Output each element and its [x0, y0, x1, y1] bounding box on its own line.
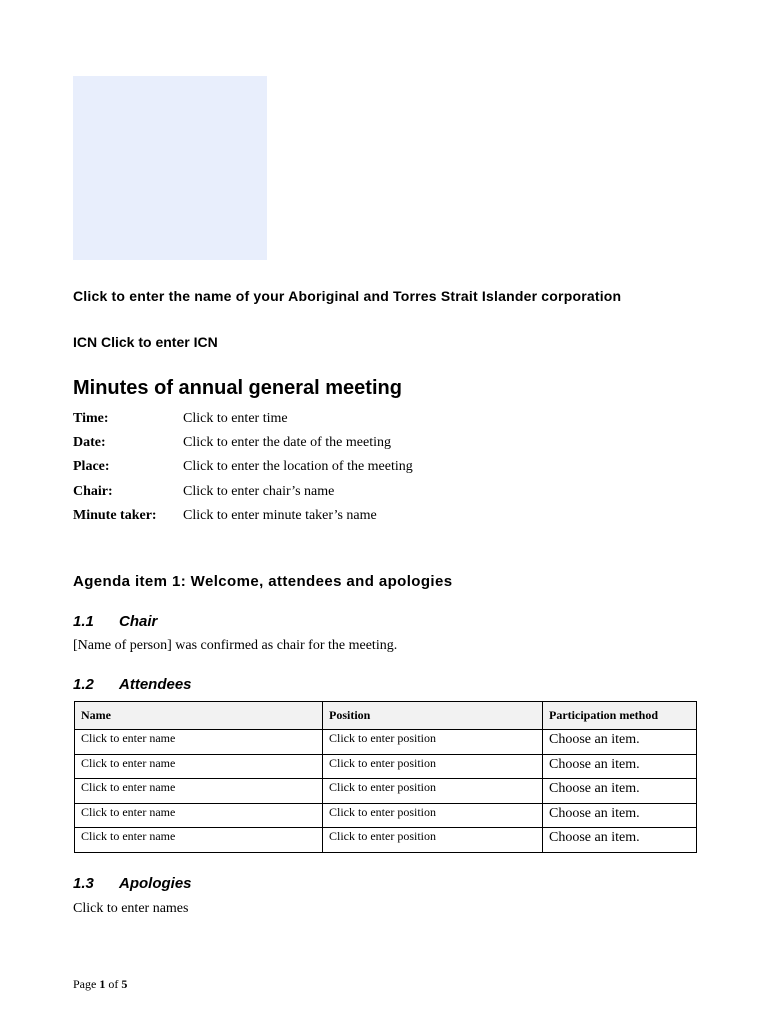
- column-header-participation-method: Participation method: [543, 702, 697, 730]
- corporation-name-field[interactable]: Click to enter the name of your Aboriginal and Torres Strait Islander corporation: [73, 288, 622, 304]
- icn-field[interactable]: ICN Click to enter ICN: [73, 334, 218, 350]
- attendee-position-field[interactable]: Click to enter position: [323, 803, 543, 828]
- participation-method-dropdown[interactable]: Choose an item.: [543, 730, 697, 755]
- chair-confirmation-text[interactable]: [Name of person] was confirmed as chair for the meeting.: [73, 638, 398, 653]
- total-page-count: 5: [121, 977, 128, 991]
- attendee-position-field[interactable]: Click to enter position: [323, 828, 543, 853]
- minute-taker-field[interactable]: Click to enter minute taker’s name: [183, 507, 377, 523]
- participation-method-dropdown[interactable]: Choose an item.: [543, 754, 697, 779]
- attendee-name-field[interactable]: Click to enter name: [75, 779, 323, 804]
- section-title: Chair: [119, 613, 158, 630]
- column-header-name: Name: [75, 702, 323, 730]
- time-field[interactable]: Click to enter time: [183, 411, 288, 426]
- detail-label: Date:: [73, 435, 106, 451]
- table-row: [75, 754, 697, 779]
- section-number: 1.2: [73, 676, 94, 693]
- agenda-item-heading: Agenda item 1: Welcome, attendees and apologies: [73, 573, 453, 590]
- attendee-name-field[interactable]: Click to enter name: [75, 730, 323, 755]
- logo-placeholder[interactable]: [73, 76, 267, 260]
- date-field[interactable]: Click to enter the date of the meeting: [183, 435, 391, 451]
- current-page-number: 1: [99, 977, 106, 991]
- section-number: 1.3: [73, 875, 94, 892]
- detail-label: Place:: [73, 459, 110, 475]
- table-row: [75, 779, 697, 804]
- attendee-name-field[interactable]: Click to enter name: [75, 754, 323, 779]
- section-number: 1.1: [73, 613, 94, 630]
- table-header-row: [75, 702, 697, 730]
- section-heading-attendees: [73, 676, 192, 693]
- apologies-names-field[interactable]: Click to enter names: [73, 901, 189, 916]
- table-row: [75, 803, 697, 828]
- attendee-name-field[interactable]: Click to enter name: [75, 828, 323, 853]
- attendee-position-field[interactable]: Click to enter position: [323, 754, 543, 779]
- section-title: Attendees: [119, 676, 192, 693]
- attendees-table: [74, 701, 697, 853]
- section-heading-apologies: [73, 875, 192, 892]
- table-row: [75, 730, 697, 755]
- column-header-position: Position: [323, 702, 543, 730]
- participation-method-dropdown[interactable]: Choose an item.: [543, 803, 697, 828]
- of-word: of: [108, 977, 119, 991]
- place-field[interactable]: Click to enter the location of the meeting: [183, 459, 413, 475]
- participation-method-dropdown[interactable]: Choose an item.: [543, 828, 697, 853]
- attendee-position-field[interactable]: Click to enter position: [323, 730, 543, 755]
- section-title: Apologies: [119, 875, 192, 892]
- page-word: Page: [73, 977, 97, 991]
- detail-label: Minute taker:: [73, 507, 157, 523]
- detail-label: Chair:: [73, 483, 113, 499]
- section-heading-chair: [73, 613, 157, 630]
- attendee-position-field[interactable]: Click to enter position: [323, 779, 543, 804]
- attendee-name-field[interactable]: Click to enter name: [75, 803, 323, 828]
- page-number-footer: [73, 977, 127, 992]
- participation-method-dropdown[interactable]: Choose an item.: [543, 779, 697, 804]
- chair-field[interactable]: Click to enter chair’s name: [183, 483, 335, 499]
- detail-label: Time:: [73, 411, 109, 426]
- table-row: [75, 828, 697, 853]
- page-title: Minutes of annual general meeting: [73, 377, 402, 399]
